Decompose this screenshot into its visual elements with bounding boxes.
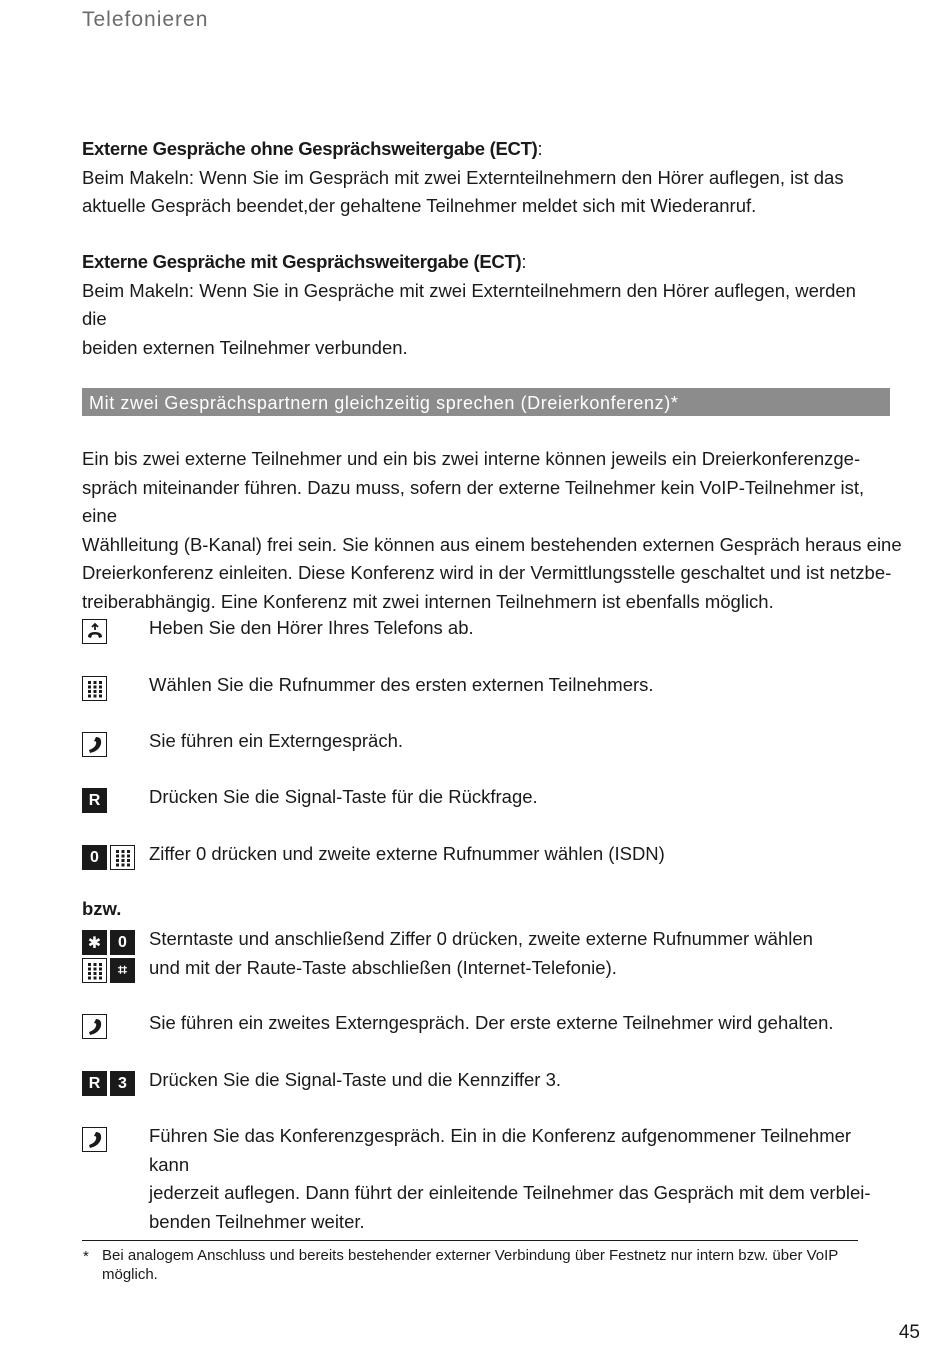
call-active-icon bbox=[82, 1014, 107, 1039]
step-text bbox=[149, 925, 889, 982]
footnote-divider bbox=[82, 1240, 858, 1241]
step-text bbox=[149, 1122, 889, 1236]
step-text-line: benden Teilnehmer weiter. bbox=[149, 1210, 365, 1232]
keypad-icon bbox=[110, 845, 135, 870]
star-key: ✱ bbox=[82, 930, 107, 955]
step-text: Sie führen ein Externgespräch. bbox=[149, 730, 404, 751]
step-text: Drücken Sie die Signal-Taste für die Rückfrage. bbox=[149, 786, 538, 807]
footnote-line: Bei analogem Anschluss und bereits bestehender externer Verbindung über Festnetz nur intern bzw. über VoIP bbox=[102, 1247, 839, 1264]
intro-line: spräch miteinander führen. Dazu muss, sofern der externe Teilnehmer kein VoIP-Teilnehmer ist, eine bbox=[82, 476, 865, 526]
step-text: Ziffer 0 drücken und zweite externe Rufnummer wählen (ISDN) bbox=[149, 843, 665, 864]
intro-line: Wählleitung (B-Kanal) frei sein. Sie können aus einem bestehenden externen Gespräch heraus eine bbox=[82, 533, 902, 555]
step-text: Wählen Sie die Rufnummer des ersten externen Teilnehmers. bbox=[149, 674, 654, 695]
call-active-icon bbox=[82, 1127, 107, 1152]
intro-line: Dreierkonferenz einleiten. Diese Konferenz wird in der Vermittlungsstelle geschaltet und ist netzbe- bbox=[82, 562, 892, 583]
r-key: R bbox=[82, 1071, 107, 1096]
ect-with-colon: : bbox=[521, 251, 527, 272]
ect-with-paragraph bbox=[82, 248, 882, 362]
call-active-icon bbox=[82, 732, 107, 757]
three-key: 3 bbox=[110, 1071, 135, 1096]
step-text-line: Führen Sie das Konferenzgespräch. Ein in die Konferenz aufgenommener Teilnehmer kann bbox=[149, 1125, 852, 1175]
r-key: R bbox=[82, 788, 107, 813]
step-text-line: und mit der Raute-Taste abschließen (Internet-Telefonie). bbox=[149, 956, 617, 978]
step-text-line: Sterntaste und anschließend Ziffer 0 drücken, zweite externe Rufnummer wählen bbox=[149, 928, 813, 949]
zero-key: 0 bbox=[110, 930, 135, 955]
page-number: 45 bbox=[898, 1322, 920, 1343]
ect-without-line2: aktuelle Gespräch beendet,der gehaltene Teilnehmer meldet sich mit Wiederanruf. bbox=[82, 195, 757, 216]
step-text: Sie führen ein zweites Externgespräch. Der erste externe Teilnehmer wird gehalten. bbox=[149, 1012, 834, 1033]
ect-without-paragraph bbox=[82, 135, 882, 221]
section-intro bbox=[82, 445, 902, 616]
ect-with-line1: Beim Makeln: Wenn Sie in Gespräche mit zwei Externteilnehmern den Hörer auflegen, werden die bbox=[82, 279, 856, 329]
section-heading-bar: Mit zwei Gesprächspartnern gleichzeitig sprechen (Dreierkonferenz)* bbox=[82, 388, 890, 416]
keypad-icon bbox=[82, 676, 107, 701]
ect-without-heading: Externe Gespräche ohne Gesprächsweitergabe (ECT) bbox=[82, 138, 538, 159]
footnote-marker: * bbox=[83, 1248, 89, 1265]
zero-key: 0 bbox=[82, 845, 107, 870]
footnote-line: möglich. bbox=[102, 1265, 158, 1283]
intro-line: Ein bis zwei externe Teilnehmer und ein bis zwei interne können jeweils ein Dreierkonferenzge- bbox=[82, 448, 861, 469]
step-text: Drücken Sie die Signal-Taste und die Kennziffer 3. bbox=[149, 1069, 562, 1090]
step-text-line: jederzeit auflegen. Dann führt der einleitende Teilnehmer das Gespräch mit dem verblei- bbox=[149, 1182, 871, 1203]
ect-without-line1: Beim Makeln: Wenn Sie im Gespräch mit zwei Externteilnehmern den Hörer auflegen, ist das bbox=[82, 166, 844, 188]
footnote-text bbox=[102, 1247, 872, 1284]
hash-key: ⌗ bbox=[110, 958, 135, 983]
alternative-label: bzw. bbox=[82, 898, 122, 919]
ect-without-colon: : bbox=[537, 138, 543, 159]
step-text: Heben Sie den Hörer Ihres Telefons ab. bbox=[149, 617, 474, 638]
page-header-title: Telefonieren bbox=[82, 8, 209, 31]
keypad-icon bbox=[82, 958, 107, 983]
intro-line: treiberabhängig. Eine Konferenz mit zwei internen Teilnehmern ist ebenfalls möglich. bbox=[82, 590, 774, 612]
ect-with-heading: Externe Gespräche mit Gesprächsweitergabe (ECT) bbox=[82, 251, 522, 272]
handset-lift-icon bbox=[82, 619, 107, 644]
ect-with-line2: beiden externen Teilnehmer verbunden. bbox=[82, 336, 408, 358]
